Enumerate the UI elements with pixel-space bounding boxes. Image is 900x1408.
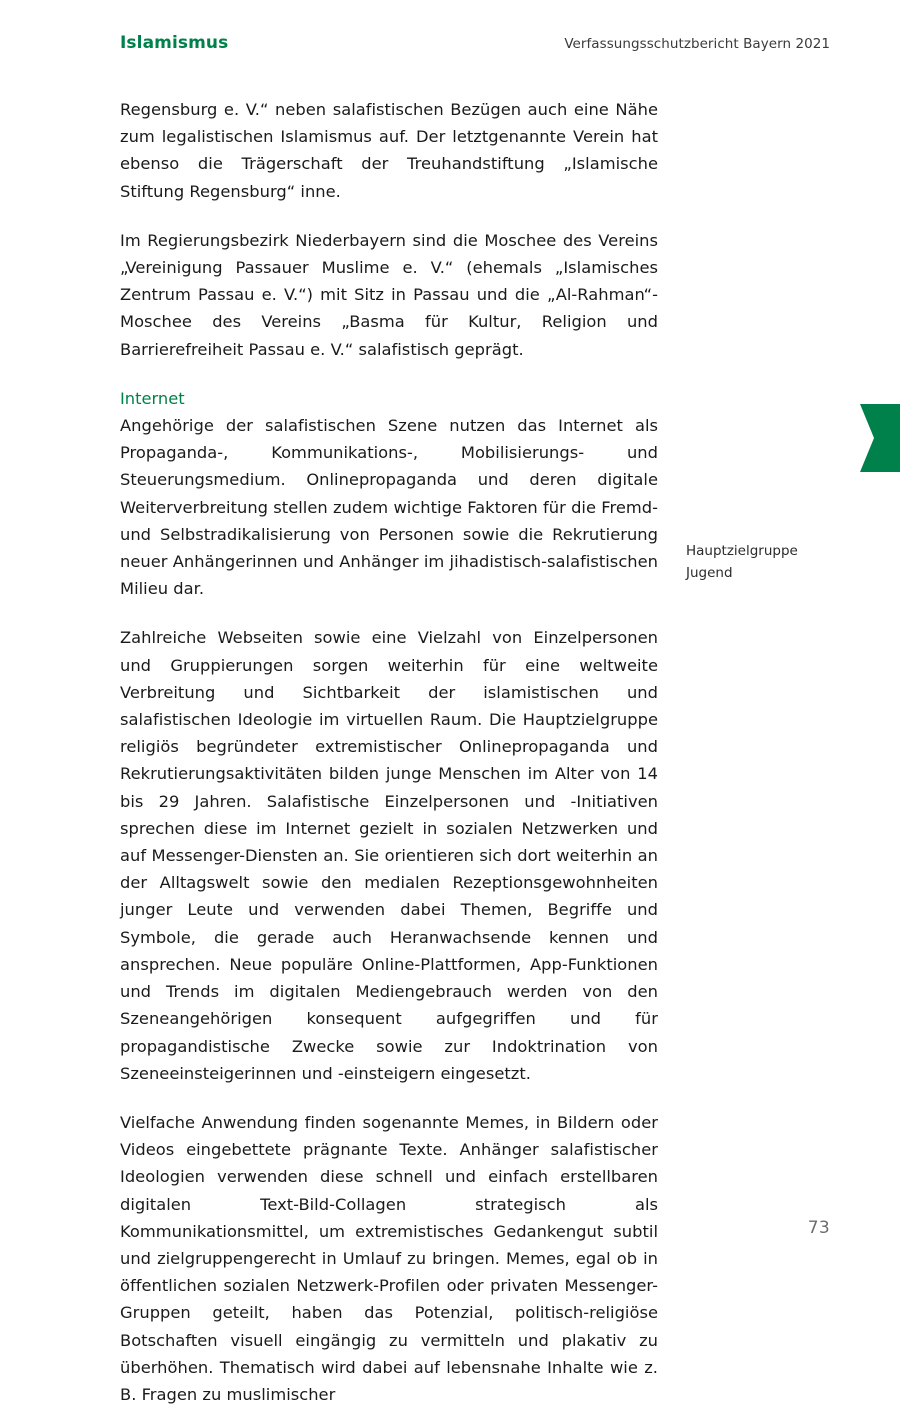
paragraph-regensburg: Regensburg e. V.“ neben salafistischen Bezügen auch eine Nähe zum legalistischen Islamismus auf. Der letztgenannte Verein hat ebenso die Trägerschaft der Treuhandstiftung „Islamische Stiftung Regensburg“ inne. — [120, 100, 658, 201]
subheading-internet: Internet — [120, 388, 185, 408]
header-report-title: Verfassungsschutzbericht Bayern 2021 — [564, 36, 830, 52]
page-number: 73 — [807, 1218, 830, 1238]
margin-note-line-2: Jugend — [686, 565, 733, 581]
page-body — [120, 96, 658, 1408]
margin-note-line-1: Hauptzielgruppe — [686, 543, 798, 559]
paragraph-internet-propaganda: Angehörige der salafistischen Szene nutzen das Internet als Propaganda-, Kommunikations-, Mobilisierungs- und Steuerungsmedium. Onlinepropaganda und deren digitale Weiterverbreitung stellen zudem wichtige Faktoren für die Fremd- und Selbstradikalisierung von Personen sowie die Rekrutierung neuer Anhängerinnen und Anhänger im jihadistisch-salafistischen Milieu dar. — [120, 416, 658, 599]
paragraph-memes: Vielfache Anwendung finden sogenannte Memes, in Bildern oder Videos eingebettete prägnante Texte. Anhänger salafistischer Ideologien verwenden diese schnell und einfach erstellbaren digitalen Text-Bild-Collagen strategisch als Kommunikationsmittel, um extremistisches Gedankengut subtil und zielgruppengerecht in Umlauf zu bringen. Memes, egal ob in öffentlichen sozialen Netzwerk-Profilen oder privaten Messenger-Gruppen geteilt, haben das Potenzial, politisch-religiöse Botschaften visuell eingängig zu vermitteln und plakativ zu überhöhen. Thematisch wird dabei auf lebensnahe Inhalte wie z. B. Fragen zu muslimischer — [120, 1112, 658, 1404]
margin-note — [686, 540, 836, 584]
paragraph-niederbayern: Im Regierungsbezirk Niederbayern sind die Moschee des Vereins „Vereinigung Passauer Muslime e. V.“ (ehemals „Islamisches Zentrum Passau e. V.“) mit Sitz in Passau und die „Al-Rahman“-Moschee des Vereins „Basma für Kultur, Religion und Barrierefreiheit Passau e. V.“ salafistisch geprägt. — [120, 230, 658, 359]
paragraph-webseiten-zielgruppe: Zahlreiche Webseiten sowie eine Vielzahl von Einzelpersonen und Gruppierungen sorgen weiterhin für eine weltweite Verbreitung und Sichtbarkeit der islamistischen und salafistischen Ideologie im virtuellen Raum. Die Hauptzielgruppe religiös begründeter extremistischer Onlinepropaganda und Rekrutierungsaktivitäten bilden junge Menschen im Alter von 14 bis 29 Jahren. Salafistische Einzelpersonen und -Initiativen sprechen diese im Internet gezielt in sozialen Netzwerken und auf Messenger-Diensten an. Sie orientieren sich dort weiterhin an der Alltagswelt sowie den medialen Rezeptionsgewohnheiten junger Leute und verwenden dabei Themen, Begriffe und Symbole, die gerade auch Heranwachsende kennen und ansprechen. Neue populäre Online-Plattformen, App-Funktionen und Trends im digitalen Mediengebrauch werden von den Szeneangehörigen konsequent aufgegriffen und für propagandistische Zwecke sowie zur Indoktrination von Szeneeinsteigerinnen und -einsteigern eingesetzt. — [120, 628, 658, 1083]
header-section-title: Islamismus — [120, 33, 229, 53]
green-flag-marker-icon — [860, 404, 900, 472]
page-header — [120, 33, 830, 53]
